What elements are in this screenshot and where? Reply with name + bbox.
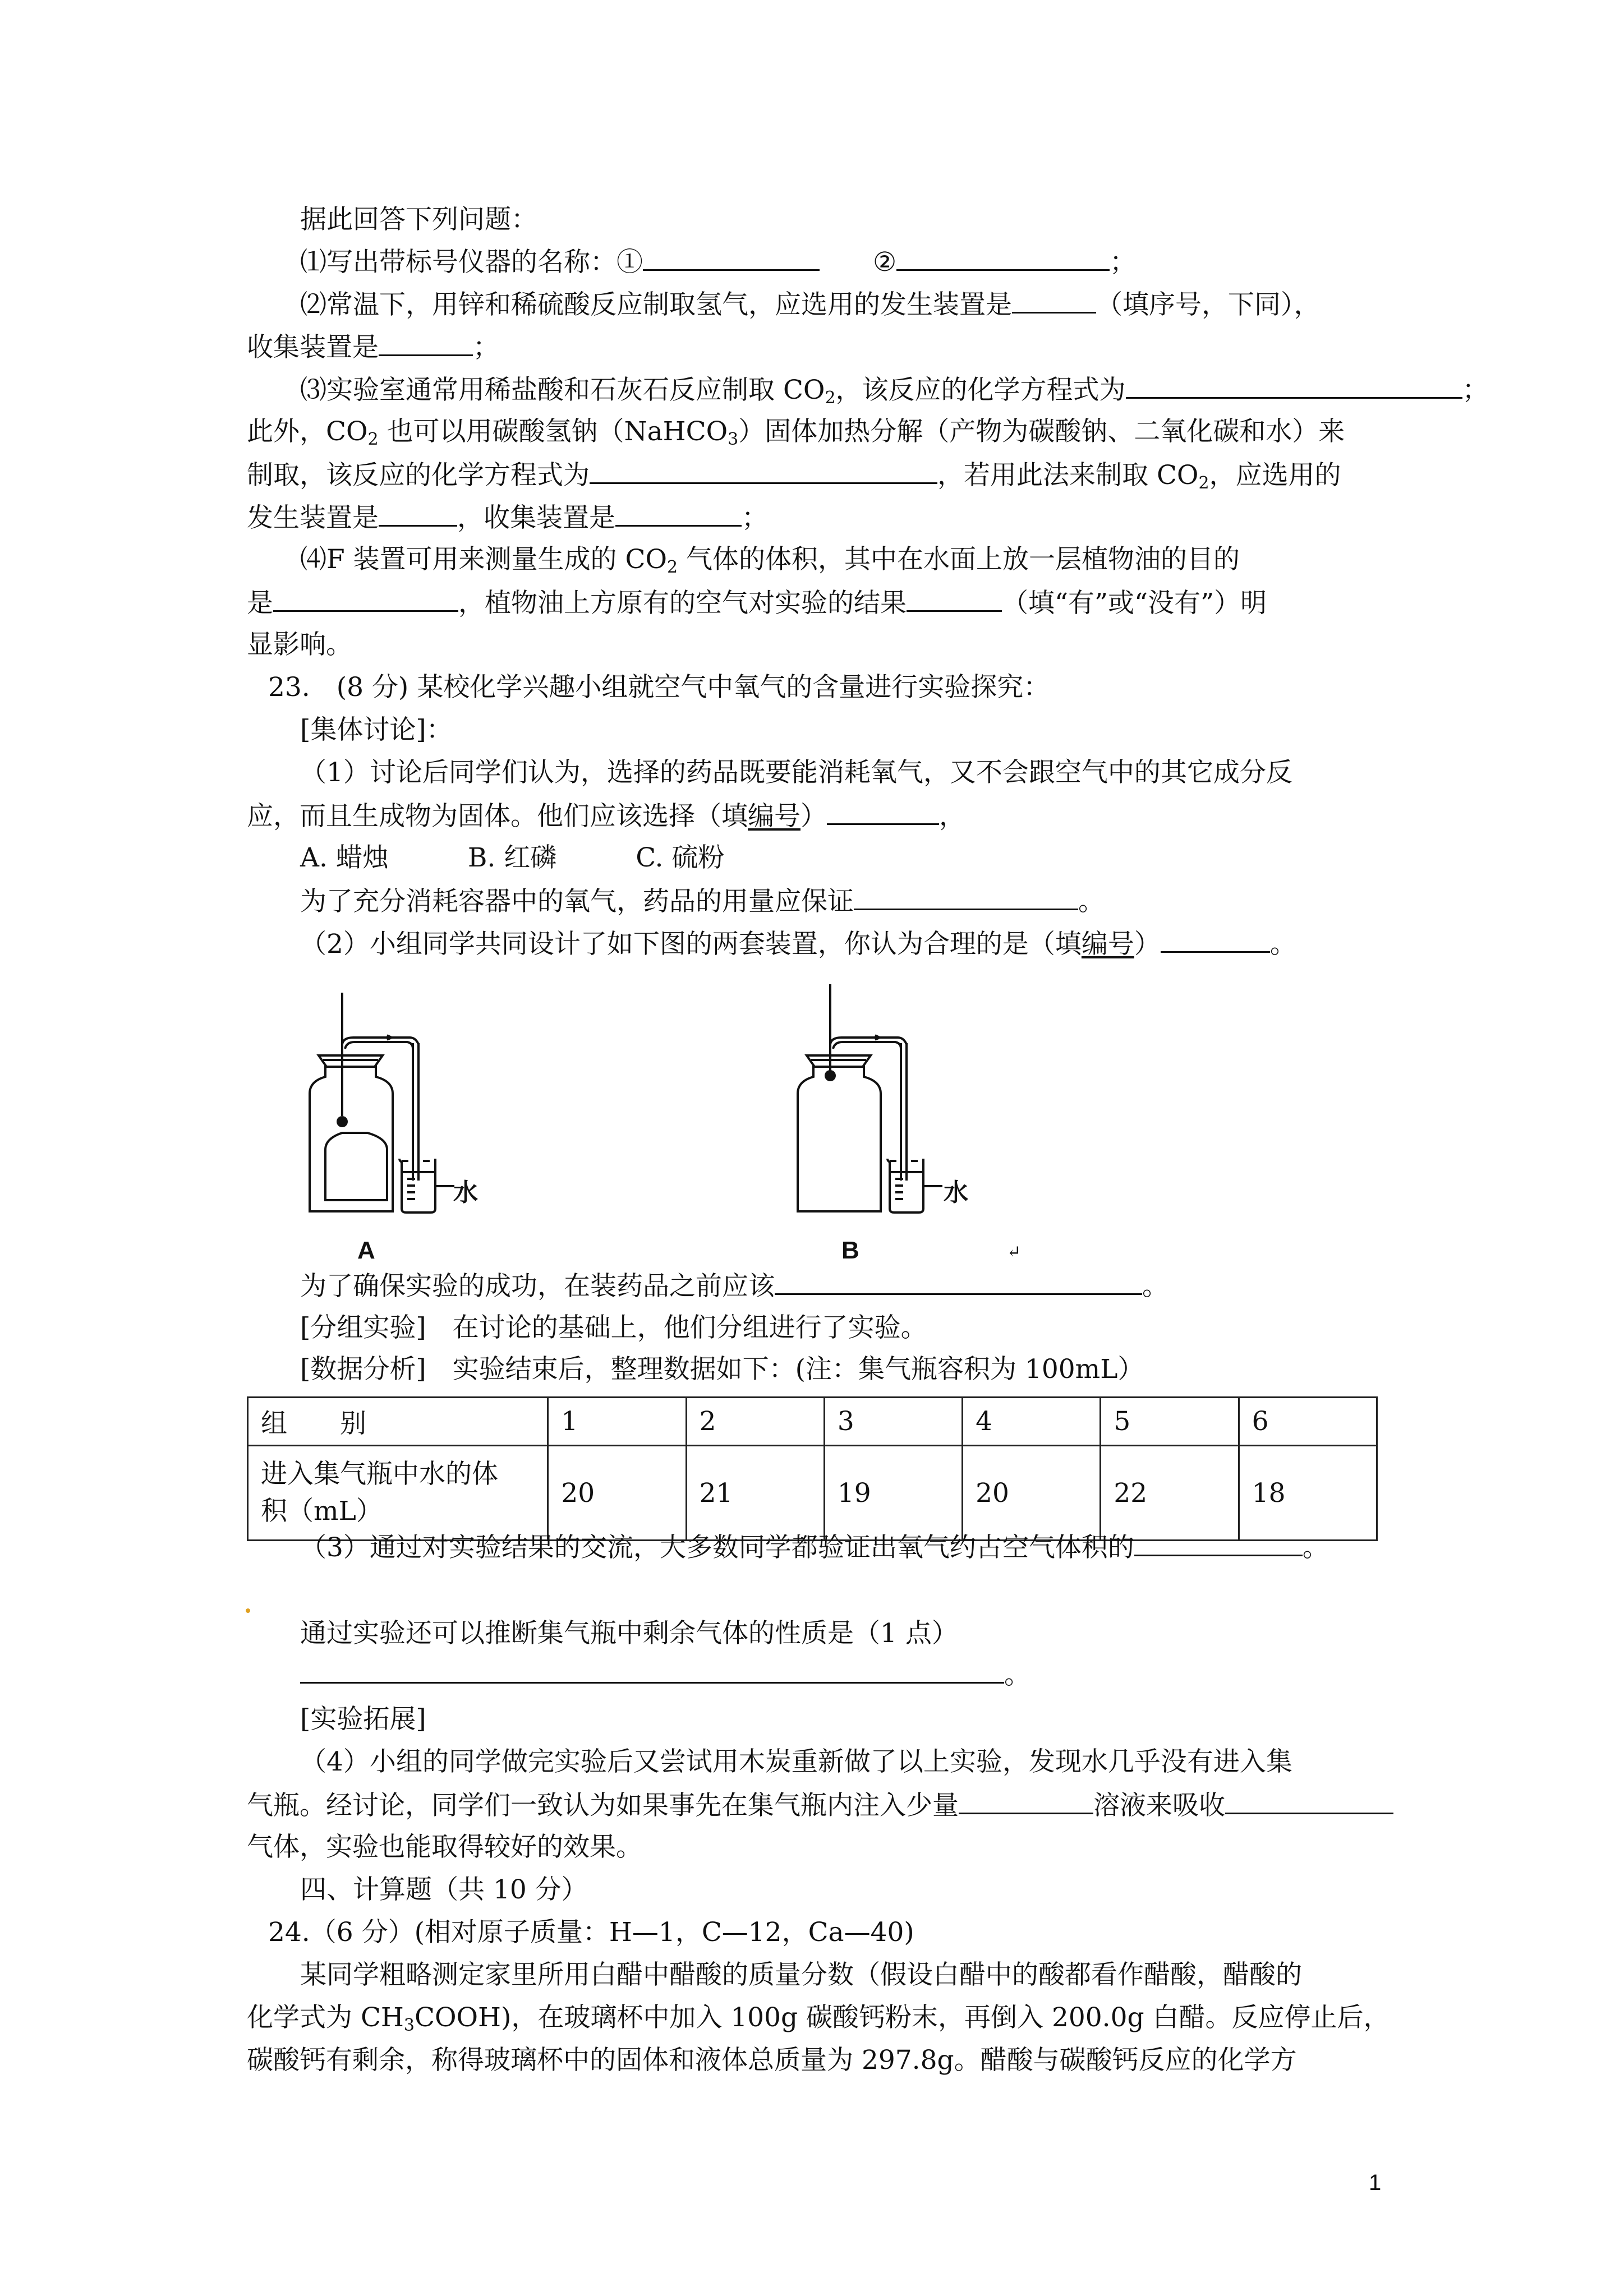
table-row [248,1446,1377,1541]
table-header-cell: 4 [963,1398,1101,1446]
table-cell: 20 [548,1446,686,1541]
results-table [247,1396,1378,1541]
table-header-cell: 1 [548,1398,686,1446]
q22-part1: ⑴写出带标号仪器的名称：① ② ； [300,245,1136,279]
q22-part3-line4: 发生装置是 ，收集装置是 ； [247,500,768,535]
table-row-label: 进入集气瓶中水的体 积（mL） [248,1446,548,1541]
table-header-cell: 5 [1101,1398,1239,1446]
answer-blank[interactable] [379,330,473,356]
q24-line3: 碳酸钙有剩余，称得玻璃杯中的固体和液体总质量为 297.8g。醋酸与碳酸钙反应的化学方 [247,2045,1297,2076]
q23-sub3-line3: 。 [300,1657,1030,1692]
q24-line2: 化学式为 $CH_3COOH$)，在玻璃杯中加入 100g 碳酸钙粉末，再倒入 200.0g 白醋。反应停止后， [247,2002,1390,2035]
q24-title: 24.（6 分）(相对原子质量：H—1，C—12，Ca—40) [268,1917,914,1948]
q23-sub4-line2: 气瓶。经讨论，同学们一致认为如果事先在集气瓶内注入少量 溶液来吸收 [247,1788,1393,1823]
q23-title: 23. (8 分) 某校化学兴趣小组就空气中氧气的含量进行实验探究： [268,672,1050,703]
page-number: 1 [1369,2170,1382,2195]
answer-blank[interactable] [854,884,1078,910]
q23-sub3-line2: 通过实验还可以推断集气瓶中剩余气体的性质是（1 点） [300,1618,958,1649]
table-header-cell: 6 [1239,1398,1377,1446]
apparatus-b-diagram [785,981,1122,1251]
figure-a-label: A [357,1237,375,1264]
answer-blank[interactable] [300,1657,1004,1684]
q23-sub3: （3）通过对实验结果的交流，大多数同学都验证出氧气约占空气体积的 。 [300,1530,1329,1565]
paragraph-mark: ↵ [1007,1242,1022,1262]
q22-part2: ⑵常温下，用锌和稀硫酸反应制取氢气，应选用的发生装置是 （填序号，下同）， [300,287,1321,322]
q22-part3-line3: 制取，该反应的化学方程式为 ，若用此法来制取 $CO_2$，应选用的 [247,458,1341,492]
answer-blank[interactable] [1134,1530,1303,1556]
q23-group-experiment: [分组实验] 在讨论的基础上，他们分组进行了实验。 [300,1312,927,1343]
q23-sub2-line2: 为了确保实验的成功，在装药品之前应该 。 [300,1269,1168,1303]
answer-blank[interactable] [1225,1788,1393,1814]
water-label: 水 [453,1179,478,1206]
answer-blank[interactable] [896,245,1110,271]
answer-blank[interactable] [1126,372,1462,399]
answer-blank[interactable] [643,245,820,271]
answer-blank[interactable] [273,585,458,612]
q23-extension-heading: [实验拓展] [300,1704,426,1735]
q22-part4-line3: 显影响。 [247,629,352,660]
q23-data-analysis: [数据分析] 实验结束后，整理数据如下：(注：集气瓶容积为 100mL） [300,1354,1144,1385]
table-header-cell: 组 别 [248,1398,548,1446]
q23-sub4-line3: 气体，实验也能取得较好的效果。 [247,1832,642,1862]
figure-b-label: B [841,1237,859,1264]
table-header-row [248,1398,1377,1446]
answer-blank[interactable] [827,799,939,825]
table-cell: 18 [1239,1446,1377,1541]
q22-part4-line2: 是 ，植物油上方原有的空气对实验的结果 （填“有”或“没有”）明 [247,585,1267,620]
q22-part4: ⑷F 装置可用来测量生成的 $CO_2$ 气体的体积，其中在水面上放一层植物油的目的 [300,544,1240,577]
q24-line1: 某同学粗略测定家里所用白醋中醋酸的质量分数（假设白醋中的酸都看作醋酸，醋酸的 [300,1960,1302,1990]
answer-blank[interactable] [775,1269,1142,1295]
q23-sub1-line2: 应，而且生成物为固体。他们应该选择（填编号） ， [247,799,965,833]
stray-dot [246,1608,250,1613]
q23-options: A. 蜡烛 B. 红磷 C. 硫粉 [300,842,725,873]
table-cell: 20 [963,1446,1101,1541]
table-header-cell: 3 [824,1398,962,1446]
q23-sub1: （1）讨论后同学们认为，选择的药品既要能消耗氧气，又不会跟空气中的其它成分反 [300,757,1292,788]
answer-blank[interactable] [907,585,1002,612]
q22-part3-line2: 此外，$CO_2$ 也可以用碳酸氢钠（NaHCO$_3$）固体加热分解（产物为碳酸钠、二氧化碳和水）来 [247,416,1345,449]
q22-intro: 据此回答下列问题： [300,204,537,235]
q23-sub4: （4）小组的同学做完实验后又尝试用木炭重新做了以上实验，发现水几乎没有进入集 [300,1746,1292,1777]
table-cell: 22 [1101,1446,1239,1541]
table-cell: 21 [686,1446,824,1541]
q22-part3: ⑶实验室通常用稀盐酸和石灰石反应制取 $CO_2$，该反应的化学方程式为 ； [300,372,1489,407]
answer-blank[interactable] [1012,287,1096,313]
table-header-cell: 2 [686,1398,824,1446]
q23-discussion-heading: [集体讨论]： [300,714,453,745]
q23-sub2: （2）小组同学共同设计了如下图的两套装置，你认为合理的是（填编号） 。 [300,926,1296,961]
answer-blank[interactable] [1161,926,1270,953]
q22-part2-cont: 收集装置是 ； [247,330,499,365]
answer-blank[interactable] [590,458,937,484]
table-cell: 19 [824,1446,962,1541]
apparatus-a-diagram [303,981,640,1251]
answer-blank[interactable] [959,1788,1093,1814]
answer-blank[interactable] [615,500,742,527]
q23-sub1-line3: 为了充分消耗容器中的氧气，药品的用量应保证 。 [300,884,1105,919]
section-heading: 四、计算题（共 10 分） [300,1874,588,1905]
answer-blank[interactable] [379,500,457,527]
water-label: 水 [944,1179,968,1206]
